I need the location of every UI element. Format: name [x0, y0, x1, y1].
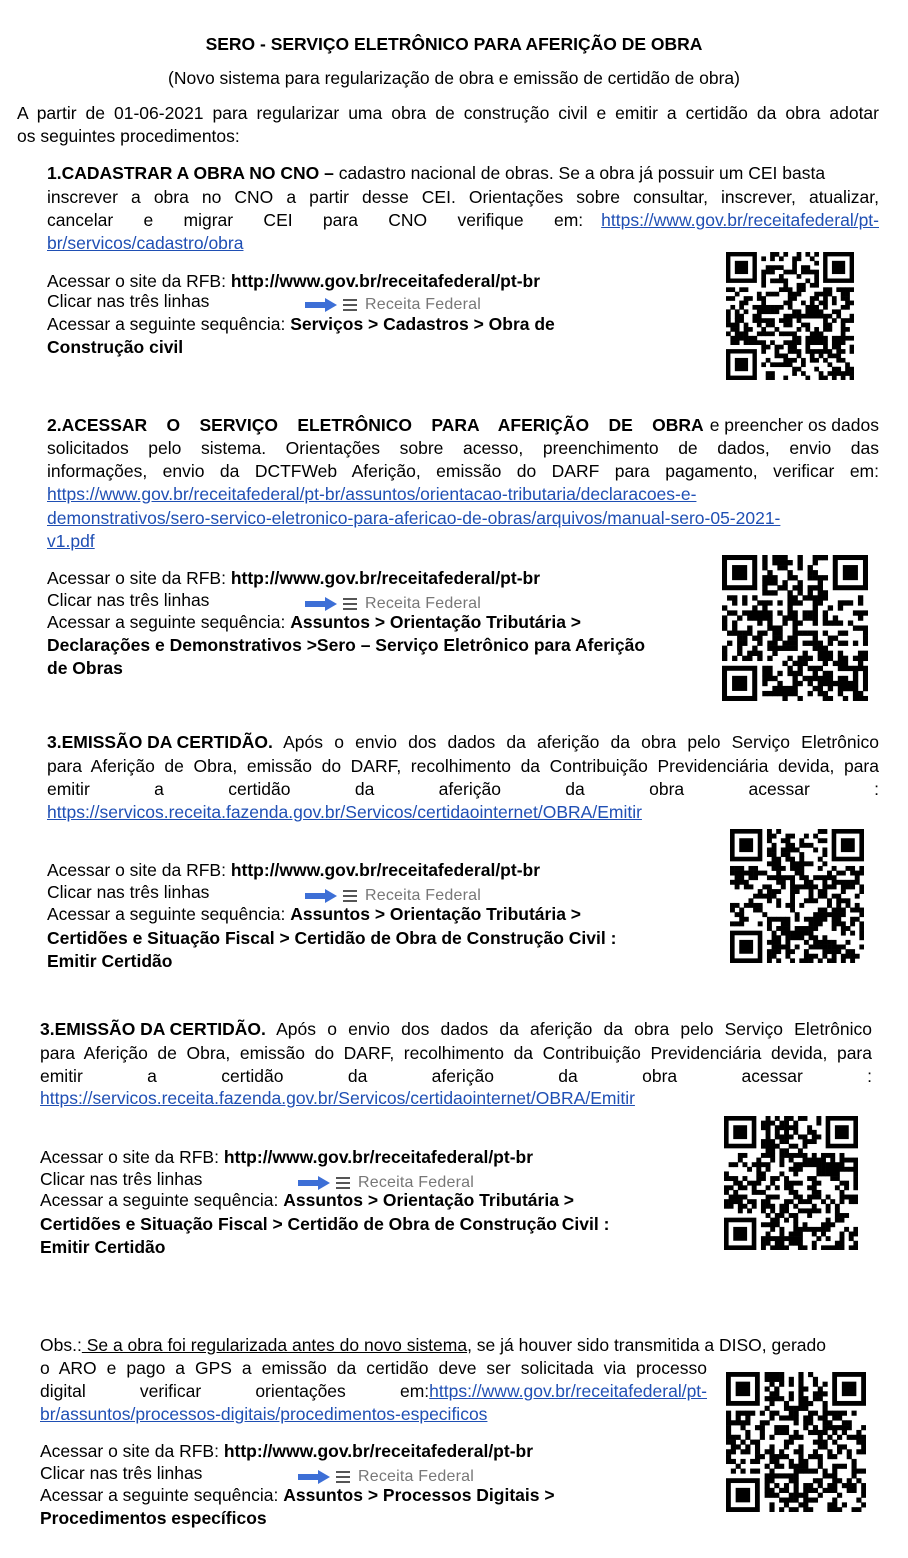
site-prefix: Acessar o site da RFB: [40, 1441, 224, 1461]
section-4-seq-1 [40, 1189, 574, 1212]
section-4-text: Após o envio dos dados da aferição da obra pelo Serviço Eletrônico [265, 1019, 872, 1039]
arrow-right-icon [305, 890, 337, 902]
section-3-seq-2: Certidões e Situação Fiscal > Certidão de Obra de Construção Civil : [47, 928, 617, 948]
section-3-link[interactable]: https://servicos.receita.fazenda.gov.br/Servicos/certidaointernet/OBRA/Emitir [47, 802, 642, 822]
site-url[interactable]: http://www.gov.br/receitafederal/pt-br [230, 860, 541, 880]
section-4-seq-2: Certidões e Situação Fiscal > Certidão de Obra de Construção Civil : [40, 1214, 610, 1234]
hamburger-menu-icon [336, 1177, 350, 1189]
section-1-link-part-2[interactable]: br/servicos/cadastro/obra [47, 233, 244, 253]
section-4-heading: 3.EMISSÃO DA CERTIDÃO. [40, 1019, 266, 1039]
site-url[interactable]: http://www.gov.br/receitafederal/pt-br [223, 1147, 534, 1167]
section-1-text: cadastro nacional de obras. Se a obra já possuir um CEI basta [333, 163, 826, 183]
section-3-heading: 3.EMISSÃO DA CERTIDÃO. [47, 732, 273, 752]
seq-prefix: Acessar a seguinte sequência: [47, 314, 291, 334]
obs-line-3-text: digital verificar orientações em: [40, 1381, 430, 1401]
site-prefix: Acessar o site da RFB: [47, 568, 231, 588]
obs-line-3 [40, 1380, 707, 1403]
qr-code [730, 829, 864, 963]
section-3-menu-text: Clicar nas três linhas [47, 882, 210, 902]
section-1-seq-1 [47, 313, 555, 336]
section-4-line-2: para Aferição de Obra, emissão do DARF, recolhimento da Contribuição Previdenciária devida, para [40, 1043, 872, 1063]
site-url[interactable]: http://www.gov.br/receitafederal/pt-br [230, 568, 541, 588]
section-1-line-1 [47, 162, 825, 185]
arrow-right-icon [298, 1471, 330, 1483]
section-3-line-2: para Aferição de Obra, emissão do DARF, recolhimento da Contribuição Previdenciária devida, para [47, 756, 879, 776]
seq-path: Assuntos > Orientação Tributária > [290, 904, 582, 924]
section-4-menu-text: Clicar nas três linhas [40, 1169, 203, 1189]
obs-underlined-text: Se a obra foi regularizada antes do novo sistema [81, 1335, 468, 1355]
hamburger-menu-icon [343, 890, 357, 902]
section-1-line-2: inscrever a obra no CNO a partir desse CEI. Orientações sobre consultar, inscrever, atualizar, [47, 187, 879, 207]
seq-path: Assuntos > Processos Digitais > [283, 1485, 555, 1505]
section-2-menu-text: Clicar nas três linhas [47, 590, 210, 610]
seq-path: Assuntos > Orientação Tributária > [290, 612, 582, 632]
obs-line-1 [40, 1334, 826, 1357]
site-prefix: Acessar o site da RFB: [40, 1147, 224, 1167]
seq-path: Serviços > Cadastros > Obra de [290, 314, 555, 334]
site-prefix: Acessar o site da RFB: [47, 271, 231, 291]
site-url[interactable]: http://www.gov.br/receitafederal/pt-br [223, 1441, 534, 1461]
section-3-text: Após o envio dos dados da aferição da obra pelo Serviço Eletrônico [272, 732, 879, 752]
section-1-line-3-text: cancelar e migrar CEI para CNO verifique em: [47, 210, 584, 230]
page-subtitle: (Novo sistema para regularização de obra e emissão de certidão de obra) [168, 68, 740, 88]
receita-federal-label: Receita Federal [358, 1174, 474, 1191]
receita-federal-label: Receita Federal [365, 595, 481, 612]
section-1-seq-2: Construção civil [47, 337, 184, 357]
section-1-menu-text: Clicar nas três linhas [47, 291, 210, 311]
qr-code [722, 555, 868, 701]
obs-link-part-1[interactable]: https://www.gov.br/receitafederal/pt- [429, 1381, 707, 1401]
section-3-line-1 [47, 731, 879, 754]
section-1-heading: 1.CADASTRAR A OBRA NO CNO – [47, 163, 334, 183]
section-3-seq-1 [47, 903, 581, 926]
section-4-site [40, 1146, 533, 1169]
obs-line-2: o ARO e pago a GPS a emissão da certidão deve ser solicitada via processo [40, 1358, 707, 1378]
section-3-seq-3: Emitir Certidão [47, 951, 173, 971]
seq-prefix: Acessar a seguinte sequência: [40, 1190, 284, 1210]
site-url[interactable]: http://www.gov.br/receitafederal/pt-br [230, 271, 541, 291]
obs-label: Obs.: [40, 1335, 82, 1355]
section-1-line-3 [47, 209, 879, 232]
section-4-line-1 [40, 1018, 872, 1041]
qr-code [726, 252, 854, 380]
section-2-link-part-2[interactable]: demonstrativos/sero-servico-eletronico-para-afericao-de-obras/arquivos/manual-sero-05-2021- [47, 508, 781, 528]
section-2-seq-3: de Obras [47, 658, 123, 678]
seq-prefix: Acessar a seguinte sequência: [40, 1485, 284, 1505]
section-4-line-3: emitir a certidão da aferição da obra acessar : [40, 1066, 872, 1086]
hamburger-menu-icon [336, 1471, 350, 1483]
obs-site [40, 1440, 533, 1463]
section-2-seq-1 [47, 611, 581, 634]
section-2-line-1 [47, 414, 879, 437]
section-2-line-3: informações, envio da DCTFWeb Aferição, emissão do DARF para pagamento, verificar em: [47, 461, 879, 481]
section-3-line-3: emitir a certidão da aferição da obra acessar : [47, 779, 879, 799]
arrow-right-icon [305, 299, 337, 311]
obs-menu-text: Clicar nas três linhas [40, 1463, 203, 1483]
qr-code [724, 1116, 858, 1250]
hamburger-menu-icon [343, 598, 357, 610]
receita-federal-label: Receita Federal [358, 1468, 474, 1485]
section-2-heading: 2.ACESSAR O SERVIÇO ELETRÔNICO PARA AFERIÇÃO DE OBRA [47, 415, 704, 435]
site-prefix: Acessar o site da RFB: [47, 860, 231, 880]
qr-code [726, 1372, 866, 1512]
section-2-seq-2: Declarações e Demonstrativos >Sero – Serviço Eletrônico para Aferição [47, 635, 646, 655]
seq-path: Assuntos > Orientação Tributária > [283, 1190, 575, 1210]
intro-line-2: os seguintes procedimentos: [17, 126, 240, 146]
obs-link-part-2[interactable]: br/assuntos/processos-digitais/procedimentos-especificos [40, 1404, 488, 1424]
intro-line-1: A partir de 01-06-2021 para regularizar uma obra de construção civil e emitir a certidão da obra adotar [17, 103, 879, 123]
obs-seq-2: Procedimentos específicos [40, 1508, 267, 1528]
receita-federal-label: Receita Federal [365, 296, 481, 313]
receita-federal-label: Receita Federal [365, 887, 481, 904]
section-1-receita-menu [305, 295, 481, 315]
section-3-site [47, 859, 540, 882]
section-2-link-part-3[interactable]: v1.pdf [47, 531, 95, 551]
arrow-right-icon [305, 598, 337, 610]
page-title: SERO - SERVIÇO ELETRÔNICO PARA AFERIÇÃO DE OBRA [205, 34, 703, 54]
section-1-link-part-1[interactable]: https://www.gov.br/receitafederal/pt- [601, 210, 879, 230]
obs-text: , se já houver sido transmitida a DISO, gerado [467, 1335, 826, 1355]
seq-prefix: Acessar a seguinte sequência: [47, 612, 291, 632]
section-2-link-part-1[interactable]: https://www.gov.br/receitafederal/pt-br/assuntos/orientacao-tributaria/declaracoes-e- [47, 484, 697, 504]
seq-prefix: Acessar a seguinte sequência: [47, 904, 291, 924]
section-2-line-2: solicitados pelo sistema. Orientações sobre acesso, preenchimento de dados, envio das [47, 438, 879, 458]
hamburger-menu-icon [343, 299, 357, 311]
section-4-link[interactable]: https://servicos.receita.fazenda.gov.br/Servicos/certidaointernet/OBRA/Emitir [40, 1088, 635, 1108]
section-2-text: e preencher os dados [709, 415, 879, 435]
arrow-right-icon [298, 1177, 330, 1189]
section-2-site [47, 567, 540, 590]
section-4-seq-3: Emitir Certidão [40, 1237, 166, 1257]
obs-seq-1 [40, 1484, 555, 1507]
